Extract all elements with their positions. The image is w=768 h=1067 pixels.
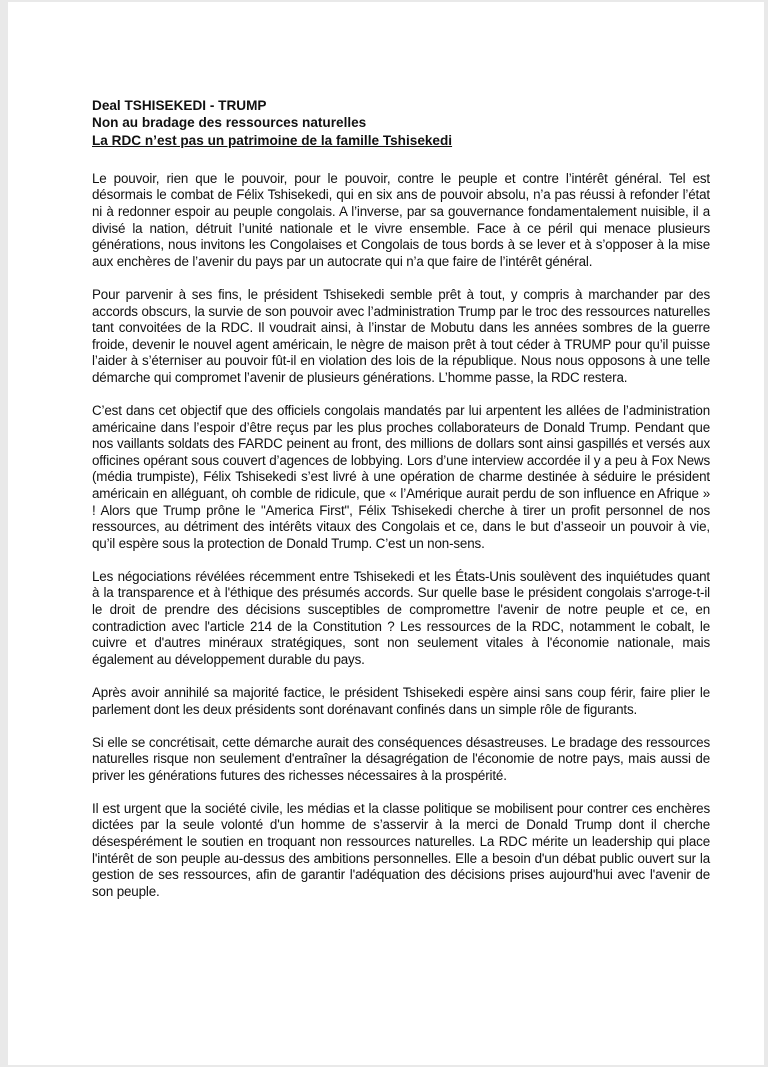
paragraph-3: C’est dans cet objectif que des officiels congolais mandatés par lui arpentent les allées de l’administration américaine dans l’espoir d’être reçus par les plus proches collaborateurs de Donald Trump. Pendant que nos vaillants soldats des FARDC peinent au front, des millions de dollars sont ainsi gaspillés et versés aux officines opérant sous couvert d’agences de lobbying. Lors d’une interview accordée il y a peu à Fox News (média trumpiste), Félix Tshisekedi s’est livré à une opération de charme destinée à séduire le président américain en alléguant, oh comble de ridicule, que « l’Amérique aurait perdu de son influence en Afrique » ! Alors que Trump prône le "America First", Félix Tshisekedi cherche à tirer un profit personnel de nos ressources, au détriment des intérêts vitaux des Congolais et ce, dans le but d’asseoir un pouvoir à vie, qu’il espère sous la protection de Donald Trump. C’est un non-sens. (92, 403, 710, 551)
document-page (8, 2, 764, 1065)
heading-subtitle: Non au bradage des ressources naturelles (92, 115, 367, 131)
document-heading (92, 97, 710, 149)
heading-title: Deal TSHISEKEDI - TRUMP (92, 98, 267, 113)
paragraph-2: Pour parvenir à ses fins, le président Tshisekedi semble prêt à tout, y compris à marchander par des accords obscurs, la survie de son pouvoir avec l’administration Trump par le troc des ressources naturelles tant convoitées de la RDC. Il voudrait ainsi, à l’instar de Mobutu dans les années sombres de la guerre froide, devenir le nouvel agent américain, le nègre de maison prêt à tout céder à TRUMP pour qu’il puisse l’aider à s’éterniser au pouvoir fût-il en violation des lois de la république. Nous nous opposons à une telle démarche qui compromet l’avenir de plusieurs générations. L’homme passe, la RDC restera. (92, 286, 710, 385)
document-body (92, 97, 710, 917)
paragraph-5: Après avoir annihilé sa majorité factice, le président Tshisekedi espère ainsi sans coup férir, faire plier le parlement dont les deux présidents sont dorénavant confinés dans un simple rôle de figurants. (92, 684, 710, 717)
paragraph-1: Le pouvoir, rien que le pouvoir, pour le pouvoir, contre le peuple et contre l’intérêt général. Tel est désormais le combat de Félix Tshisekedi, qui en six ans de pouvoir absolu, n’a pas réussi à refonder l’état ni à redonner espoir au peuple congolais. A l’inverse, par sa gouvernance fondamentalement nuisible, il a divisé la nation, détruit l’unité nationale et le vivre ensemble. Face à ce péril qui menace plusieurs générations, nous invitons les Congolaises et Congolais de tous bords à se lever et à s’opposer à la mise aux enchères de l’avenir du pays par un autocrate qui n’a que faire de l’intérêt général. (92, 170, 710, 269)
heading-tagline: La RDC n’est pas un patrimoine de la famille Tshisekedi (92, 132, 453, 148)
paragraph-6: Si elle se concrétisait, cette démarche aurait des conséquences désastreuses. Le bradage des ressources naturelles risque non seulement d'entraîner la désagrégation de l'économie de notre pays, mais aussi de priver les générations futures des richesses nécessaires à la prospérité. (92, 734, 710, 783)
paragraph-4: Les négociations révélées récemment entre Tshisekedi et les États-Unis soulèvent des inquiétudes quant à la transparence et à l'éthique des présumés accords. Sur quelle base le président congolais s'arroge-t-il le droit de prendre des décisions susceptibles de compromettre l'avenir de notre peuple et ce, en contradiction avec l'article 214 de la Constitution ? Les ressources de la RDC, notamment le cobalt, le cuivre et d'autres minéraux stratégiques, sont non seulement vitales à l'économie nationale, mais également au développement durable du pays. (92, 568, 710, 667)
paragraph-7: Il est urgent que la société civile, les médias et la classe politique se mobilisent pour contrer ces enchères dictées par la seule volonté d'un homme de s’asservir à la merci de Donald Trump dont il cherche désespérément le soutien en troquant non ressources naturelles. La RDC mérite un leadership qui place l'intérêt de son peuple au-dessus des ambitions personnelles. Elle a besoin d'un débat public ouvert sur la gestion de ses ressources, afin de garantir l'adéquation des décisions prises aujourd'hui avec l'avenir de son peuple. (92, 800, 710, 899)
